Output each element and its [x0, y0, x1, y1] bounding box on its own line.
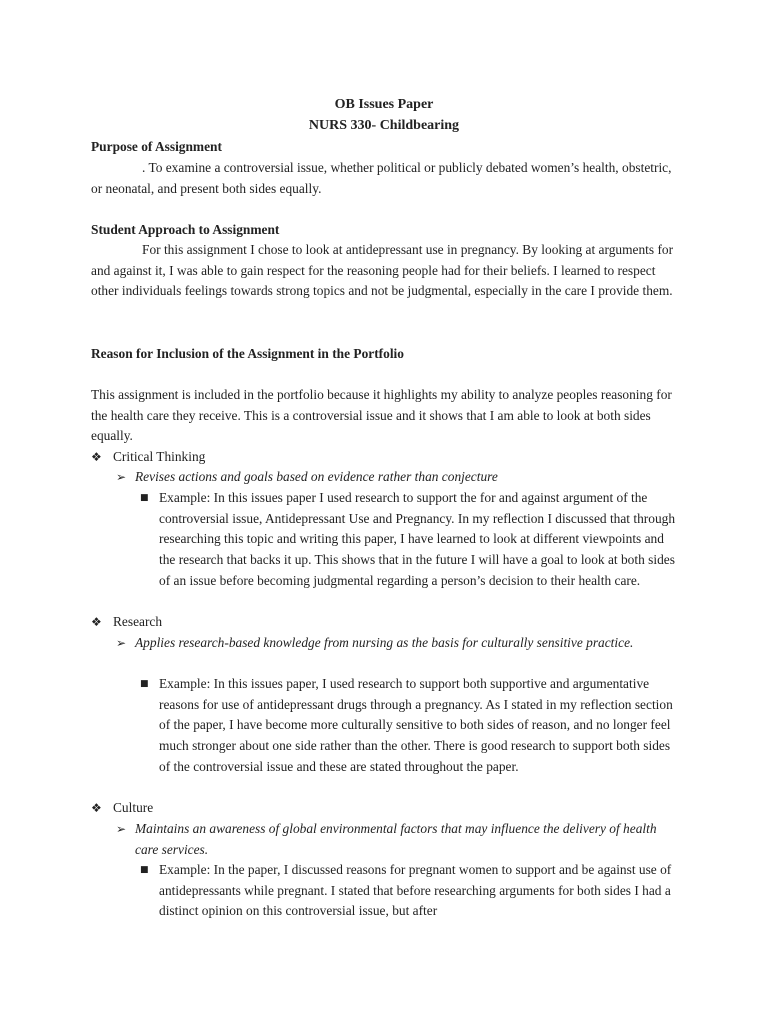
outline-example	[140, 488, 680, 592]
outline-label: Critical Thinking	[113, 449, 206, 464]
outline-goal	[116, 819, 676, 860]
outline-label: Culture	[113, 800, 154, 815]
outline-example-text: Example: In this issues paper I used research to support the for and against argument of the controversial issue, Antidepressant Use and Pregnancy. In my reflection I discussed that through researching this topic and writing this paper, I have learned to look at different viewpoints and the research that backs it up. This shows that in the future I will have a goal to look at both sides of an issue before becoming judgmental regarding a person’s decision to their health care.	[159, 490, 676, 588]
outline-example-text: Example: In this issues paper, I used research to support both supportive and argumentative reasons for use of antidepressant drugs through a pregnancy. As I stated in my reflection section of the paper, I have become more culturally sensitive to both sides of reason, and no longer feel much stronger about one side rather than the other. There is good research to support both sides of the controversial issue and these are stated throughout the paper.	[159, 676, 673, 774]
outline-example	[140, 674, 680, 778]
outline-goal-text: Applies research-based knowledge from nursing as the basis for culturally sensitive practice.	[135, 635, 634, 650]
approach-heading: Student Approach to Assignment	[91, 222, 280, 237]
outline-goal	[116, 467, 676, 488]
outline-example-text: Example: In the paper, I discussed reasons for pregnant women to support and be against use of antidepressants while pregnant. I stated that before researching arguments for both sides I had a distinct opinion on this controversial issue, but after	[159, 862, 672, 919]
outline-goal	[116, 633, 676, 654]
arrow-bullet-icon: ➢	[116, 636, 127, 650]
square-bullet-icon: ■	[140, 865, 149, 875]
document-title: OB Issues Paper	[334, 97, 434, 112]
outline-goal-text: Maintains an awareness of global environmental factors that may influence the delivery of health care services.	[135, 821, 657, 857]
outline-label: Research	[113, 614, 163, 629]
square-bullet-icon: ■	[140, 679, 149, 689]
outline-example	[140, 860, 680, 922]
approach-body: For this assignment I chose to look at antidepressant use in pregnancy. By looking at arguments for and against it, I was able to gain respect for the reasoning people had for their beliefs. I learned to respect other individuals feelings towards strong topics and not be judgmental, especially in the care I provide them.	[91, 242, 674, 299]
reason-body: This assignment is included in the portfolio because it highlights my ability to analyze peoples reasoning for the health care they receive. This is a controversial issue and it shows that I am able to look at both sides equally.	[91, 387, 672, 444]
reason-heading: Reason for Inclusion of the Assignment in the Portfolio	[91, 346, 404, 361]
outline-goal-text: Revises actions and goals based on evidence rather than conjecture	[135, 469, 498, 484]
document-subtitle: NURS 330- Childbearing	[308, 118, 460, 133]
diamond-bullet-icon: ❖	[91, 450, 102, 464]
diamond-bullet-icon: ❖	[91, 801, 102, 815]
square-bullet-icon: ■	[140, 493, 149, 503]
arrow-bullet-icon: ➢	[116, 822, 127, 836]
arrow-bullet-icon: ➢	[116, 470, 127, 484]
diamond-bullet-icon: ❖	[91, 615, 102, 629]
purpose-body: . To examine a controversial issue, whether political or publicly debated women’s health, obstetric, or neonatal, and present both sides equally.	[91, 160, 672, 196]
purpose-heading: Purpose of Assignment	[91, 139, 222, 154]
